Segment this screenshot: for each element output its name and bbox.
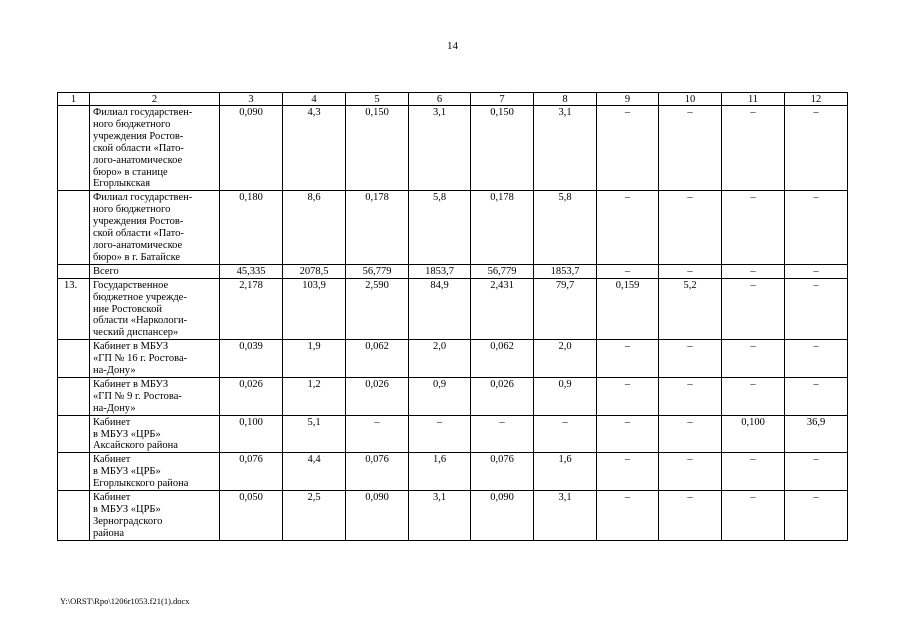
- table-row: [58, 377, 848, 415]
- value-cell: 2,0: [409, 340, 471, 378]
- value-cell: –: [785, 278, 848, 340]
- value-cell: 0,076: [220, 453, 283, 491]
- column-number-cell: 6: [409, 93, 471, 106]
- value-cell: –: [597, 453, 659, 491]
- value-cell: –: [722, 264, 785, 278]
- value-cell: 103,9: [283, 278, 346, 340]
- value-cell: –: [722, 106, 785, 191]
- value-cell: 56,779: [346, 264, 409, 278]
- value-cell: 0,9: [409, 377, 471, 415]
- value-cell: –: [534, 415, 597, 453]
- value-cell: –: [722, 278, 785, 340]
- value-cell: –: [785, 191, 848, 264]
- value-cell: 0,159: [597, 278, 659, 340]
- institution-name-cell: Кабинет в МБУЗ «ЦРБ» Аксайского района: [90, 415, 220, 453]
- value-cell: –: [722, 340, 785, 378]
- row-number-cell: [58, 415, 90, 453]
- value-cell: 0,076: [346, 453, 409, 491]
- column-number-cell: 8: [534, 93, 597, 106]
- column-number-row: [58, 93, 848, 106]
- value-cell: 1853,7: [534, 264, 597, 278]
- value-cell: –: [597, 264, 659, 278]
- value-cell: 0,039: [220, 340, 283, 378]
- institution-name-cell: Кабинет в МБУЗ «ГП № 9 г. Ростова- на-Дону»: [90, 377, 220, 415]
- value-cell: –: [659, 340, 722, 378]
- value-cell: 0,062: [471, 340, 534, 378]
- institution-name-cell: Филиал государствен- ного бюджетного учреждения Ростов- ской области «Пато- лого-анатомическое бюро» в г. Батайске: [90, 191, 220, 264]
- value-cell: –: [659, 491, 722, 541]
- value-cell: –: [346, 415, 409, 453]
- value-cell: 0,062: [346, 340, 409, 378]
- value-cell: –: [597, 491, 659, 541]
- table-row: [58, 278, 848, 340]
- value-cell: –: [659, 377, 722, 415]
- value-cell: 8,6: [283, 191, 346, 264]
- row-number-cell: [58, 191, 90, 264]
- value-cell: 0,050: [220, 491, 283, 541]
- table-row: [58, 106, 848, 191]
- value-cell: 0,178: [346, 191, 409, 264]
- value-cell: –: [659, 264, 722, 278]
- institution-name-cell: Филиал государствен- ного бюджетного учреждения Ростов- ской области «Пато- лого-анатомическое бюро» в станице Егорлыкская: [90, 106, 220, 191]
- column-number-cell: 9: [597, 93, 659, 106]
- value-cell: –: [409, 415, 471, 453]
- value-cell: 0,026: [471, 377, 534, 415]
- value-cell: 56,779: [471, 264, 534, 278]
- value-cell: 1,2: [283, 377, 346, 415]
- row-number-cell: [58, 453, 90, 491]
- value-cell: 2,590: [346, 278, 409, 340]
- value-cell: 0,090: [346, 491, 409, 541]
- row-number-cell: 13.: [58, 278, 90, 340]
- value-cell: 1,9: [283, 340, 346, 378]
- row-number-cell: [58, 377, 90, 415]
- table-row: [58, 453, 848, 491]
- value-cell: 0,100: [722, 415, 785, 453]
- table-row: [58, 491, 848, 541]
- value-cell: 3,1: [534, 491, 597, 541]
- value-cell: 4,4: [283, 453, 346, 491]
- institution-name-cell: Кабинет в МБУЗ «ГП № 16 г. Ростова- на-Дону»: [90, 340, 220, 378]
- data-table: [57, 92, 848, 541]
- institution-name-cell: Кабинет в МБУЗ «ЦРБ» Егорлыкского района: [90, 453, 220, 491]
- column-number-cell: 7: [471, 93, 534, 106]
- value-cell: 3,1: [409, 106, 471, 191]
- column-number-cell: 1: [58, 93, 90, 106]
- value-cell: –: [597, 415, 659, 453]
- table-row: [58, 264, 848, 278]
- value-cell: –: [471, 415, 534, 453]
- value-cell: –: [659, 106, 722, 191]
- value-cell: 36,9: [785, 415, 848, 453]
- institution-name-cell: Всего: [90, 264, 220, 278]
- row-number-cell: [58, 491, 90, 541]
- value-cell: 5,2: [659, 278, 722, 340]
- value-cell: 2,431: [471, 278, 534, 340]
- value-cell: 0,100: [220, 415, 283, 453]
- value-cell: 84,9: [409, 278, 471, 340]
- value-cell: –: [597, 340, 659, 378]
- value-cell: 3,1: [409, 491, 471, 541]
- value-cell: –: [597, 377, 659, 415]
- table-row: [58, 415, 848, 453]
- value-cell: 0,026: [346, 377, 409, 415]
- value-cell: 79,7: [534, 278, 597, 340]
- value-cell: –: [785, 453, 848, 491]
- value-cell: 3,1: [534, 106, 597, 191]
- column-number-cell: 11: [722, 93, 785, 106]
- value-cell: 0,9: [534, 377, 597, 415]
- value-cell: 2078,5: [283, 264, 346, 278]
- column-number-cell: 4: [283, 93, 346, 106]
- value-cell: 0,090: [471, 491, 534, 541]
- value-cell: –: [722, 453, 785, 491]
- page-number: 14: [447, 40, 458, 52]
- column-number-cell: 10: [659, 93, 722, 106]
- value-cell: 0,180: [220, 191, 283, 264]
- value-cell: 1,6: [409, 453, 471, 491]
- value-cell: 0,090: [220, 106, 283, 191]
- value-cell: 2,5: [283, 491, 346, 541]
- value-cell: 45,335: [220, 264, 283, 278]
- value-cell: 5,8: [534, 191, 597, 264]
- value-cell: –: [722, 191, 785, 264]
- column-number-cell: 12: [785, 93, 848, 106]
- table-body: [58, 93, 848, 541]
- value-cell: 5,8: [409, 191, 471, 264]
- file-path-footer: Y:\ORST\Rpo\1206r1053.f21(1).docx: [60, 596, 190, 606]
- value-cell: –: [722, 377, 785, 415]
- value-cell: –: [785, 377, 848, 415]
- value-cell: 2,0: [534, 340, 597, 378]
- value-cell: –: [659, 415, 722, 453]
- value-cell: –: [785, 491, 848, 541]
- value-cell: 2,178: [220, 278, 283, 340]
- value-cell: 1853,7: [409, 264, 471, 278]
- value-cell: 0,150: [346, 106, 409, 191]
- value-cell: 4,3: [283, 106, 346, 191]
- column-number-cell: 3: [220, 93, 283, 106]
- table-row: [58, 340, 848, 378]
- row-number-cell: [58, 106, 90, 191]
- value-cell: –: [597, 191, 659, 264]
- column-number-cell: 2: [90, 93, 220, 106]
- value-cell: –: [785, 264, 848, 278]
- value-cell: 1,6: [534, 453, 597, 491]
- row-number-cell: [58, 264, 90, 278]
- column-number-cell: 5: [346, 93, 409, 106]
- institution-name-cell: Кабинет в МБУЗ «ЦРБ» Зерноградского района: [90, 491, 220, 541]
- value-cell: 0,150: [471, 106, 534, 191]
- value-cell: –: [659, 453, 722, 491]
- value-cell: –: [785, 106, 848, 191]
- value-cell: –: [597, 106, 659, 191]
- value-cell: 0,076: [471, 453, 534, 491]
- value-cell: 0,026: [220, 377, 283, 415]
- row-number-cell: [58, 340, 90, 378]
- value-cell: 5,1: [283, 415, 346, 453]
- table-row: [58, 191, 848, 264]
- value-cell: 0,178: [471, 191, 534, 264]
- value-cell: –: [722, 491, 785, 541]
- institution-name-cell: Государственное бюджетное учрежде- ние Ростовской области «Наркологи- ческий диспансер»: [90, 278, 220, 340]
- value-cell: –: [659, 191, 722, 264]
- value-cell: –: [785, 340, 848, 378]
